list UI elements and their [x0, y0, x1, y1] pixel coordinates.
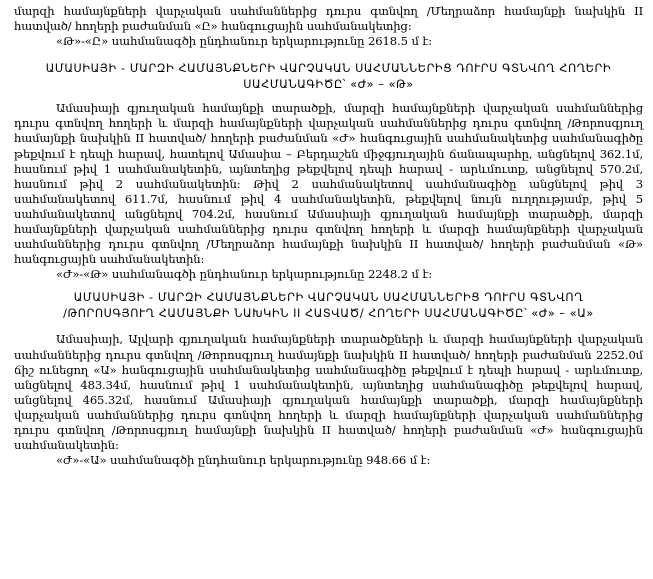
section-2-heading-line-2: /ԹՈՐՈՍԳՅՈՒՂ ՀԱՄԱՅՆՔԻ ՆԱԽԿԻՆ II ՀԱՏՎԱԾ/ ՀՈՂԵՐԻ ՍԱՀՄԱՆԱԳԻԾԸ՝ «Ժ» – «Ա»: [63, 307, 594, 321]
section-2-body: Ամասիայի, Ալվարի գյուղական համայնքների տարածքների և մարզի համայնքների վարչական սահմաններից դուրս գտնվող /Թորոսգյուղ համայնքի նախկին II հատված/ հողերի բաժանման 2252.0մ ճիշ ունեցող «Ա» հանգուցային սահմանակետից սահմանագիծը թեքվում է դեպի հարավ - արևմուտք, անցնելով 483.34մ, հասնում թիվ 1 սահմանակետին, այնտեղից սահմանագիծը թեքվելով հարավ, անցնելով 465.32մ, հասնում Ամասիայի գյուղական համայնքի տարածքի, մարզի համայնքների վարչական սահմաններից դուրս գտնվող հողերի և մարզի համայնքների վարչական սահմաններից դուրս գտնվող /Թորոսգյուղ համայնքի նախկին II հատված/ հողերի բաժանման «Ժ» հանգուցային սահմանակետին:: [14, 332, 643, 453]
section-2-heading-line-1: ԱՄԱՍԻԱՅԻ - ՄԱՐԶԻ ՀԱՄԱՅՆՔՆԵՐԻ ՎԱՐՉԱԿԱՆ ՍԱՀՄԱՆՆԵՐԻՑ ԴՈՒՐՍ ԳՏՆՎՈՂ: [73, 291, 584, 305]
section-1-heading-line-1: ԱՄԱՍԻԱՅԻ - ՄԱՐԶԻ ՀԱՄԱՅՆՔՆԵՐԻ ՎԱՐՉԱԿԱՆ ՍԱՀՄԱՆՆԵՐԻՑ ԴՈՒՐՍ ԳՏՆՎՈՂ ՀՈՂԵՐԻ: [45, 62, 612, 76]
section-2-total: «Ժ»-«Ա» սահմանագծի ընդհանուր երկարությունը 948.66 մ է:: [56, 453, 431, 468]
section-total-th-y: «Թ»-«Ը» սահմանագծի ընդհանուր երկարությունը 2618.5 մ է:: [56, 34, 433, 49]
section-1-total: «Ժ»-«Թ» սահմանագծի ընդհանուր երկարությունը 2248.2 մ է:: [56, 267, 433, 282]
continuation-paragraph: մարզի համայնքների վարչական սահմաններից դուրս գտնվող /Մեղրաձոր համայնքի նախկին II հատված/ հողերի բաժանման «Ը» հանգուցային սահմանակետից:: [14, 4, 643, 34]
section-1-body: Ամասիայի գյուղական համայնքի տարածքի, մարզի համայնքների վարչական սահմաններից դուրս գտնվող հողերի և մարզի համայնքների վարչական սահմաններից դուրս գտնվող /Թորոսգյուղ համայնքի նախկին II հատված/ հողերի բաժանման «Ժ» հանգուցային սահմանակետից սահմանագիծը թեքվում է դեպի հարավ, հատելով Ամասիա – Բերդաշեն միջգյուղային ճանապարհը, անցնելով 362.1մ, հասնում թիվ 1 սահմանակետին, այնտեղից թեքվելով դեպի հարավ - արևմուտք, անցնելով 570.2մ, հասնում թիվ 2 սահմանակետին: Թիվ 2 սահմանակետով սահմանագիծը անցնելով թիվ 3 սահմանակետով 611.7մ, հասնում թիվ 4 սահմանակետին, թեքվելով նույն ուղղությամբ, թիվ 5 սահմանակետով անցնելով 704.2մ, հասնում Ամասիայի գյուղական համայնքի տարածքի, մարզի համայնքների վարչական սահմաններից դուրս գտնվող հողերի և մարզի համայնքների վարչական սահմաններից դուրս գտնվող /Մեղրաձոր համայնքի նախկին II հատված/ հողերի բաժանման «Թ» հանգուցային սահմանակետին:: [14, 101, 643, 267]
section-1-heading-line-2: ՍԱՀՄԱՆԱԳԻԾԸ՝ «Ժ» – «Թ»: [243, 78, 414, 92]
